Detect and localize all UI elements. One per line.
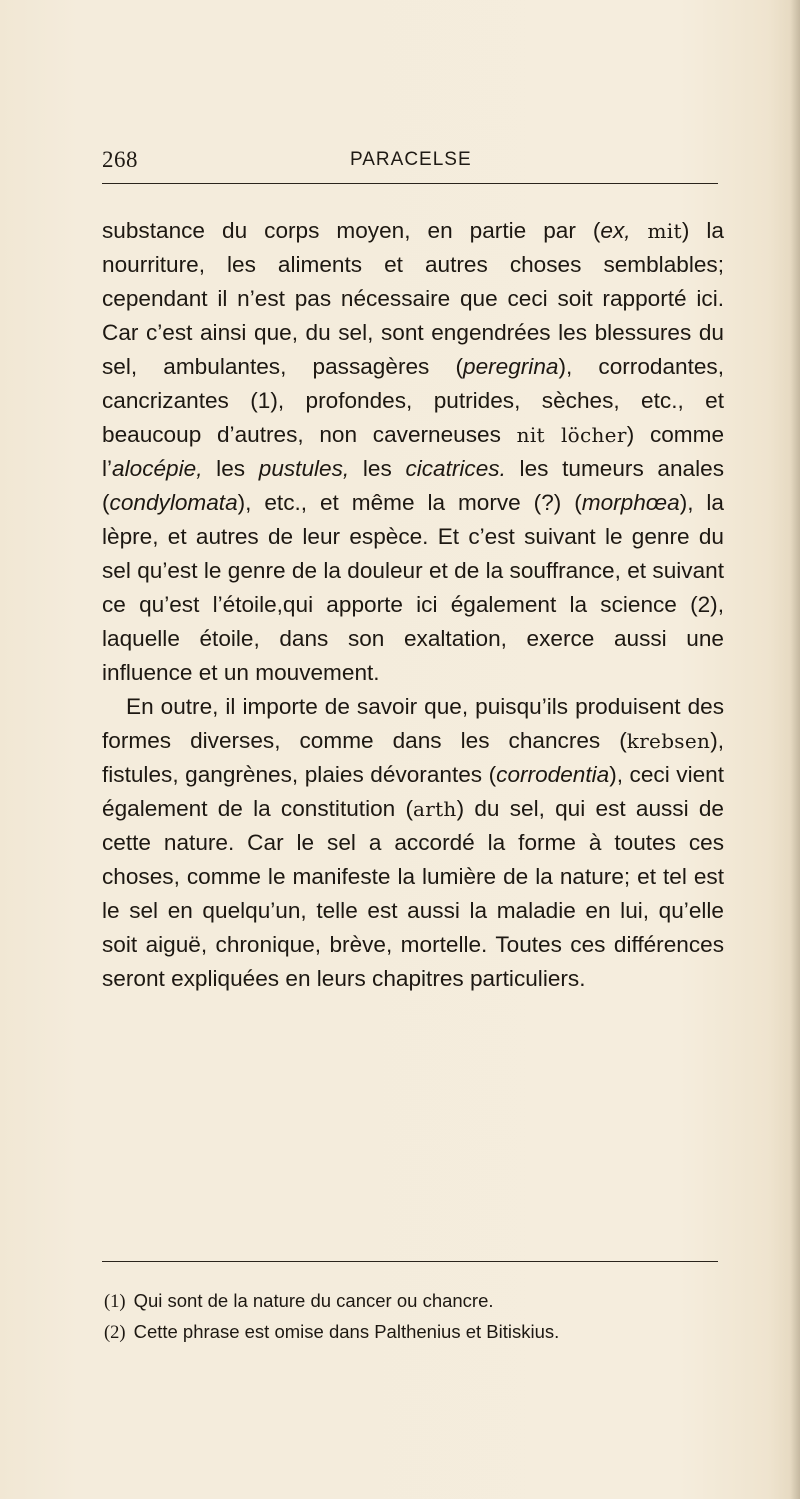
footnote-1: [104, 1286, 720, 1317]
italic-term: pustules,: [258, 456, 350, 481]
footnote-text: Qui sont de la nature du cancer ou chancre.: [133, 1290, 494, 1311]
italic-term: corrodentia: [496, 762, 610, 787]
text-run: ), fistules, gangrènes, plaies dévorantes (: [102, 728, 724, 787]
text-run: ), etc., et même la morve (?) (: [237, 490, 582, 515]
footnote-text: Cette phrase est omise dans Palthenius et Bitiskius.: [133, 1321, 560, 1342]
text-run: ), la lèpre, et autres de leur espèce. Et c’est suivant le genre du sel qu’est le genre de la douleur et de la souffrance, et suivant ce qu’est l’étoile,qui apporte ici également la science (2), laquelle étoile, dans son exaltation, exerce aussi une influence et un mouvement.: [102, 490, 725, 685]
footnote-mark: (1): [104, 1292, 126, 1312]
text-run: ), ceci vient également de la constitution (: [102, 762, 725, 821]
footnote-mark: (2): [104, 1323, 126, 1343]
page-edge-shadow: [790, 0, 800, 1499]
text-run: les: [202, 456, 259, 481]
page-number: 268: [102, 147, 138, 172]
german-term: nit löcher: [516, 423, 627, 447]
footnote-2: [104, 1317, 720, 1348]
text-run: ) comme l’: [102, 422, 725, 481]
german-term: arth: [412, 797, 457, 821]
header-rule: [102, 183, 718, 184]
footnote-rule: [102, 1261, 718, 1262]
text-run: En outre, il importe de savoir que, puisqu’ils produisent des formes diverses, comme dans les chancres (: [102, 694, 724, 753]
italic-term: ex,: [600, 218, 631, 243]
german-term: mit: [647, 219, 682, 243]
text-run: les tumeurs anales (: [102, 456, 724, 515]
paragraph-1: [102, 214, 724, 690]
footnotes: [104, 1286, 720, 1348]
paragraph-2: [102, 690, 724, 996]
running-title: PARACELSE: [350, 149, 472, 170]
italic-term: condylomata: [109, 490, 238, 515]
italic-term: cicatrices.: [405, 456, 506, 481]
italic-term: peregrina: [463, 354, 559, 379]
italic-term: morphœa: [581, 490, 680, 515]
page-header: [102, 147, 718, 177]
body-text: [102, 214, 724, 996]
text-run: les: [349, 456, 406, 481]
german-term: krebsen: [626, 729, 711, 753]
text-run: substance du corps moyen, en partie par (: [102, 218, 601, 243]
text-run: ) du sel, qui est aussi de cette nature. Car le sel a accordé la forme à toutes ces choses, comme le manifeste la lumière de la nature; et tel est le sel en quelqu’un, telle est aussi la maladie en lui, qu’elle soit aiguë, chronique, brève, mortelle. Toutes ces différences seront expliquées en leurs chapitres particuliers.: [102, 796, 724, 991]
italic-term: alocépie,: [112, 456, 203, 481]
text-run: ), corrodantes, cancrizantes (1), profondes, putrides, sèches, etc., et beaucoup d’autres, non caverneuses: [102, 354, 724, 447]
text-run: ) la nourriture, les aliments et autres choses semblables; cependant il n’est pas nécessaire que ceci soit rapporté ici. Car c’est ainsi que, du sel, sont engendrées les blessures du sel, ambulantes, passagères (: [102, 218, 724, 379]
